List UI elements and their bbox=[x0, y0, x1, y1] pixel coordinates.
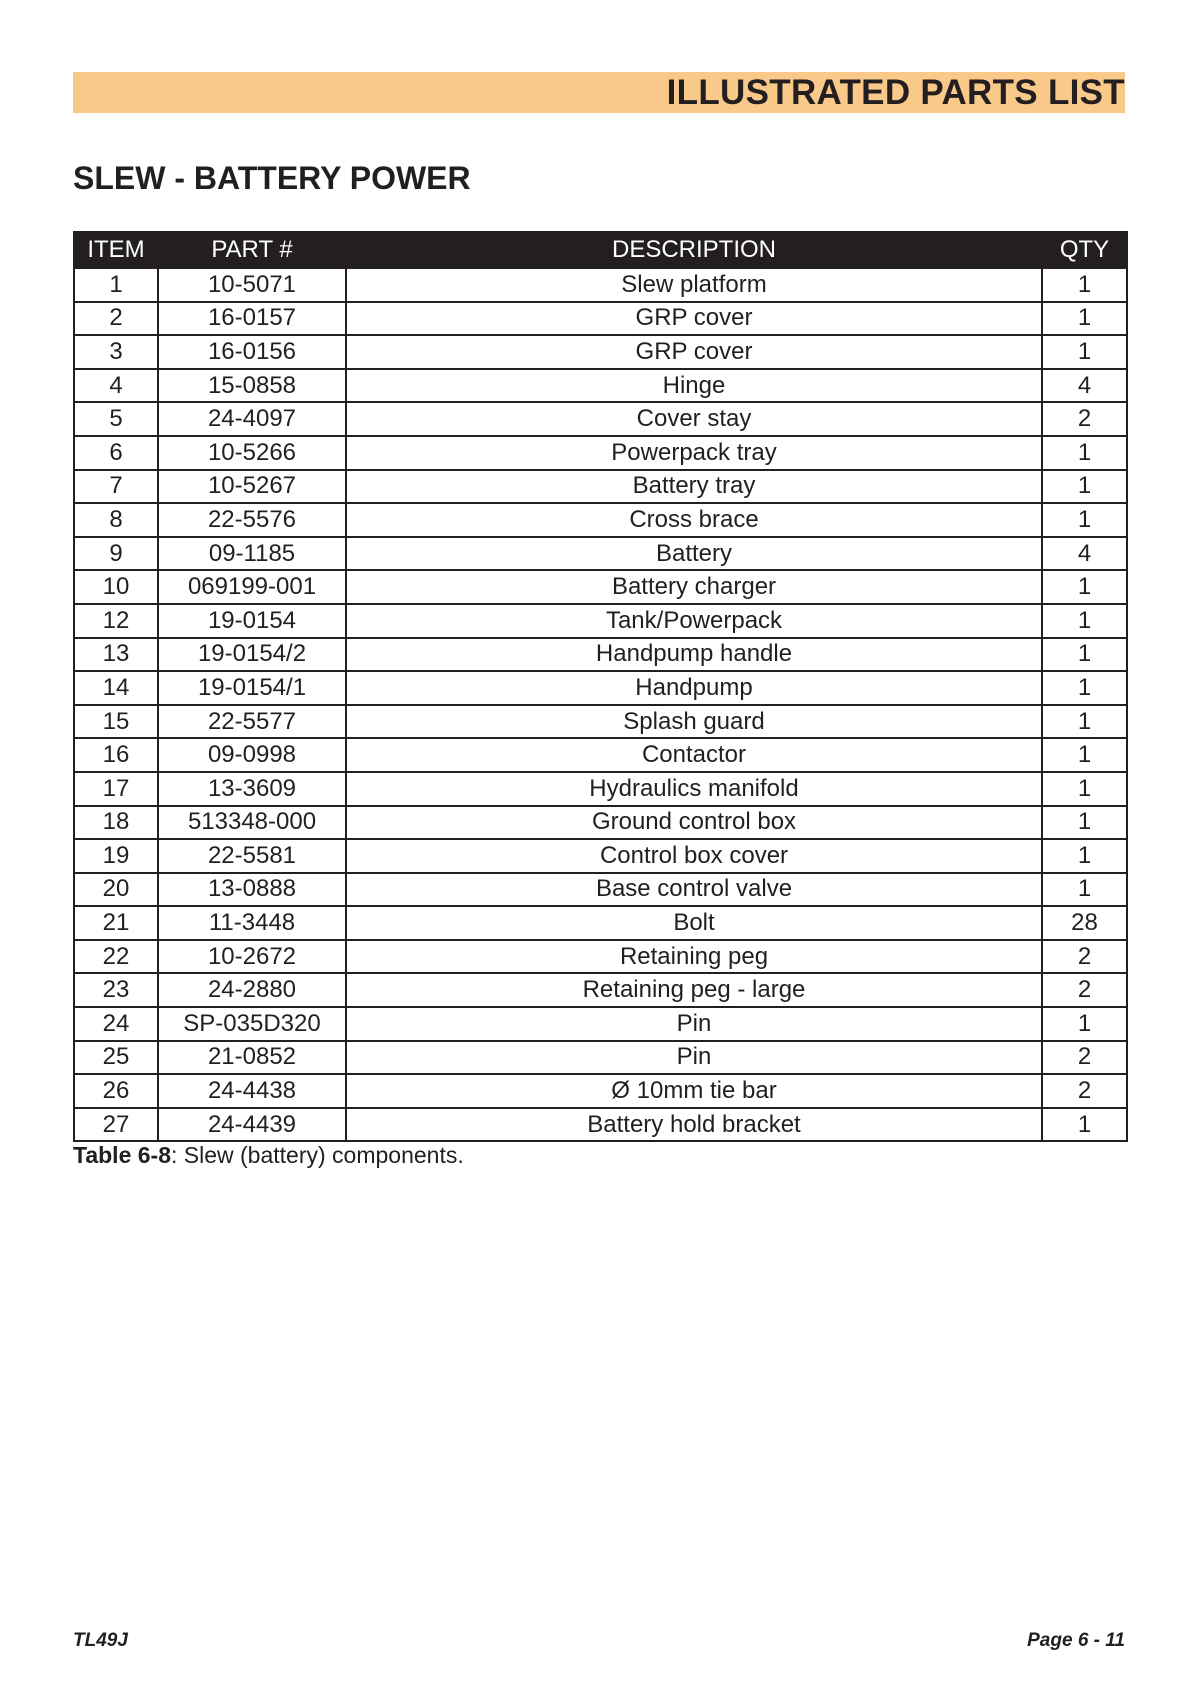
description-cell: Battery tray bbox=[346, 470, 1042, 504]
qty-cell: 1 bbox=[1042, 470, 1127, 504]
part-number-cell: 24-4438 bbox=[158, 1074, 346, 1108]
part-number-cell: 19-0154/2 bbox=[158, 638, 346, 672]
item-cell: 4 bbox=[74, 369, 158, 403]
description-cell: Battery bbox=[346, 537, 1042, 571]
item-cell: 26 bbox=[74, 1074, 158, 1108]
part-number-cell: 10-5266 bbox=[158, 436, 346, 470]
column-header-item: ITEM bbox=[74, 232, 158, 268]
part-number-cell: 22-5577 bbox=[158, 705, 346, 739]
qty-cell: 2 bbox=[1042, 973, 1127, 1007]
qty-cell: 1 bbox=[1042, 570, 1127, 604]
description-cell: Contactor bbox=[346, 738, 1042, 772]
description-cell: Hydraulics manifold bbox=[346, 772, 1042, 806]
qty-cell: 1 bbox=[1042, 705, 1127, 739]
qty-cell: 1 bbox=[1042, 738, 1127, 772]
table-row bbox=[74, 1007, 1127, 1041]
item-cell: 19 bbox=[74, 839, 158, 873]
qty-cell: 1 bbox=[1042, 302, 1127, 336]
description-cell: Handpump handle bbox=[346, 638, 1042, 672]
description-cell: Hinge bbox=[346, 369, 1042, 403]
table-row bbox=[74, 873, 1127, 907]
item-cell: 1 bbox=[74, 268, 158, 302]
item-cell: 6 bbox=[74, 436, 158, 470]
qty-cell: 1 bbox=[1042, 671, 1127, 705]
part-number-cell: 19-0154/1 bbox=[158, 671, 346, 705]
description-cell: Splash guard bbox=[346, 705, 1042, 739]
description-cell: Powerpack tray bbox=[346, 436, 1042, 470]
part-number-cell: 09-1185 bbox=[158, 537, 346, 571]
item-cell: 23 bbox=[74, 973, 158, 1007]
part-number-cell: 069199-001 bbox=[158, 570, 346, 604]
table-row bbox=[74, 1041, 1127, 1075]
qty-cell: 2 bbox=[1042, 1041, 1127, 1075]
column-header-description: DESCRIPTION bbox=[346, 232, 1042, 268]
qty-cell: 1 bbox=[1042, 806, 1127, 840]
banner-title: ILLUSTRATED PARTS LIST bbox=[666, 73, 1125, 112]
qty-cell: 1 bbox=[1042, 503, 1127, 537]
item-cell: 2 bbox=[74, 302, 158, 336]
part-number-cell: 22-5576 bbox=[158, 503, 346, 537]
item-cell: 3 bbox=[74, 335, 158, 369]
item-cell: 9 bbox=[74, 537, 158, 571]
item-cell: 13 bbox=[74, 638, 158, 672]
description-cell: Handpump bbox=[346, 671, 1042, 705]
description-cell: Pin bbox=[346, 1007, 1042, 1041]
item-cell: 25 bbox=[74, 1041, 158, 1075]
part-number-cell: 513348-000 bbox=[158, 806, 346, 840]
table-row bbox=[74, 1074, 1127, 1108]
item-cell: 27 bbox=[74, 1108, 158, 1142]
table-row bbox=[74, 268, 1127, 302]
table-row bbox=[74, 638, 1127, 672]
part-number-cell: 19-0154 bbox=[158, 604, 346, 638]
item-cell: 10 bbox=[74, 570, 158, 604]
description-cell: GRP cover bbox=[346, 302, 1042, 336]
parts-table bbox=[73, 231, 1128, 1142]
description-cell: GRP cover bbox=[346, 335, 1042, 369]
qty-cell: 2 bbox=[1042, 1074, 1127, 1108]
column-header-qty: QTY bbox=[1042, 232, 1127, 268]
table-row bbox=[74, 806, 1127, 840]
item-cell: 12 bbox=[74, 604, 158, 638]
part-number-cell: 24-4097 bbox=[158, 402, 346, 436]
part-number-cell: 22-5581 bbox=[158, 839, 346, 873]
footer-model: TL49J bbox=[73, 1630, 128, 1651]
qty-cell: 28 bbox=[1042, 906, 1127, 940]
part-number-cell: 16-0156 bbox=[158, 335, 346, 369]
item-cell: 8 bbox=[74, 503, 158, 537]
qty-cell: 1 bbox=[1042, 839, 1127, 873]
table-row bbox=[74, 906, 1127, 940]
table-row bbox=[74, 302, 1127, 336]
part-number-cell: 10-5071 bbox=[158, 268, 346, 302]
part-number-cell: 15-0858 bbox=[158, 369, 346, 403]
description-cell: Cross brace bbox=[346, 503, 1042, 537]
part-number-cell: 13-0888 bbox=[158, 873, 346, 907]
description-cell: Retaining peg - large bbox=[346, 973, 1042, 1007]
table-row bbox=[74, 839, 1127, 873]
table-row bbox=[74, 369, 1127, 403]
part-number-cell: 09-0998 bbox=[158, 738, 346, 772]
table-row bbox=[74, 335, 1127, 369]
table-row bbox=[74, 537, 1127, 571]
description-cell: Base control valve bbox=[346, 873, 1042, 907]
qty-cell: 2 bbox=[1042, 940, 1127, 974]
qty-cell: 1 bbox=[1042, 638, 1127, 672]
qty-cell: 1 bbox=[1042, 772, 1127, 806]
table-row bbox=[74, 436, 1127, 470]
part-number-cell: 16-0157 bbox=[158, 302, 346, 336]
qty-cell: 1 bbox=[1042, 873, 1127, 907]
part-number-cell: 10-2672 bbox=[158, 940, 346, 974]
description-cell: Retaining peg bbox=[346, 940, 1042, 974]
item-cell: 22 bbox=[74, 940, 158, 974]
table-row bbox=[74, 940, 1127, 974]
part-number-cell: 21-0852 bbox=[158, 1041, 346, 1075]
description-cell: Ground control box bbox=[346, 806, 1042, 840]
part-number-cell: 13-3609 bbox=[158, 772, 346, 806]
table-row bbox=[74, 705, 1127, 739]
item-cell: 18 bbox=[74, 806, 158, 840]
qty-cell: 1 bbox=[1042, 604, 1127, 638]
item-cell: 17 bbox=[74, 772, 158, 806]
item-cell: 24 bbox=[74, 1007, 158, 1041]
parts-table-body bbox=[74, 268, 1127, 1141]
qty-cell: 1 bbox=[1042, 335, 1127, 369]
section-title: SLEW - BATTERY POWER bbox=[73, 160, 471, 196]
qty-cell: 1 bbox=[1042, 436, 1127, 470]
caption-label: Table 6-8 bbox=[73, 1142, 171, 1168]
qty-cell: 1 bbox=[1042, 1108, 1127, 1142]
item-cell: 14 bbox=[74, 671, 158, 705]
item-cell: 20 bbox=[74, 873, 158, 907]
table-row bbox=[74, 1108, 1127, 1142]
description-cell: Control box cover bbox=[346, 839, 1042, 873]
qty-cell: 1 bbox=[1042, 268, 1127, 302]
table-row bbox=[74, 671, 1127, 705]
table-row bbox=[74, 604, 1127, 638]
part-number-cell: 11-3448 bbox=[158, 906, 346, 940]
qty-cell: 4 bbox=[1042, 369, 1127, 403]
table-row bbox=[74, 772, 1127, 806]
item-cell: 21 bbox=[74, 906, 158, 940]
qty-cell: 4 bbox=[1042, 537, 1127, 571]
column-header-part-number: PART # bbox=[158, 232, 346, 268]
description-cell: Pin bbox=[346, 1041, 1042, 1075]
description-cell: Slew platform bbox=[346, 268, 1042, 302]
table-row bbox=[74, 738, 1127, 772]
item-cell: 15 bbox=[74, 705, 158, 739]
description-cell: Tank/Powerpack bbox=[346, 604, 1042, 638]
table-row bbox=[74, 402, 1127, 436]
part-number-cell: 24-2880 bbox=[158, 973, 346, 1007]
item-cell: 5 bbox=[74, 402, 158, 436]
qty-cell: 1 bbox=[1042, 1007, 1127, 1041]
footer-page-number: Page 6 - 11 bbox=[1027, 1630, 1125, 1651]
part-number-cell: 10-5267 bbox=[158, 470, 346, 504]
table-header-row bbox=[74, 232, 1127, 268]
header-banner bbox=[73, 72, 1125, 113]
table-row bbox=[74, 570, 1127, 604]
description-cell: Cover stay bbox=[346, 402, 1042, 436]
description-cell: Battery charger bbox=[346, 570, 1042, 604]
part-number-cell: SP-035D320 bbox=[158, 1007, 346, 1041]
table-row bbox=[74, 470, 1127, 504]
table-caption bbox=[73, 1142, 464, 1169]
item-cell: 16 bbox=[74, 738, 158, 772]
part-number-cell: 24-4439 bbox=[158, 1108, 346, 1142]
description-cell: Bolt bbox=[346, 906, 1042, 940]
qty-cell: 2 bbox=[1042, 402, 1127, 436]
caption-text: : Slew (battery) components. bbox=[171, 1142, 464, 1168]
table-row bbox=[74, 503, 1127, 537]
item-cell: 7 bbox=[74, 470, 158, 504]
description-cell: Ø 10mm tie bar bbox=[346, 1074, 1042, 1108]
description-cell: Battery hold bracket bbox=[346, 1108, 1042, 1142]
table-row bbox=[74, 973, 1127, 1007]
